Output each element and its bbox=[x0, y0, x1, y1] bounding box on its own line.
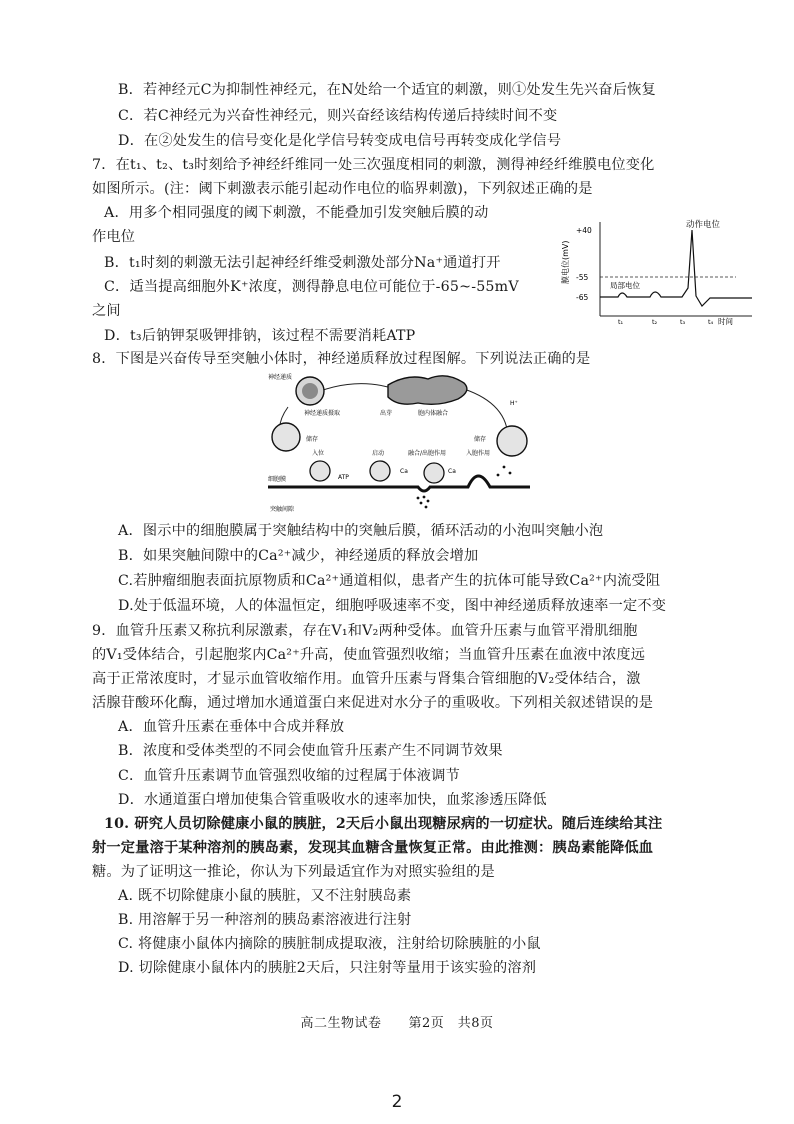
vesicle-storage-right bbox=[497, 426, 527, 456]
label-cleft: 突触间隙 bbox=[270, 506, 295, 513]
option-8a: A．图示中的细胞膜属于突触结构中的突触后膜，循环活动的小泡叫突触小泡 bbox=[118, 523, 604, 539]
released-transmitter bbox=[420, 502, 423, 505]
released-transmitter bbox=[423, 496, 426, 499]
question-7-stem-1: 7．在t₁、t₂、t₃时刻给予神经纤维同一处三次强度相同的刺激，测得神经纤维膜电位变化 bbox=[92, 157, 655, 173]
synaptic-vesicle-diagram bbox=[268, 369, 530, 515]
page-footer: 高二生物试卷 第2页 共8页 bbox=[300, 1016, 494, 1031]
local-potential-label: 局部电位 bbox=[610, 281, 640, 290]
released-transmitter bbox=[425, 506, 428, 509]
released-transmitter bbox=[427, 500, 430, 503]
label-endosome-fusion: 胞内体融合 bbox=[418, 410, 449, 417]
chart-xlabel: 时间 bbox=[718, 317, 733, 326]
potential-trace bbox=[600, 230, 752, 306]
option-10d: D. 切除健康小鼠体内的胰脏2天后，只注射等量用于该实验的溶剂 bbox=[118, 960, 537, 976]
vesicle-top-left-inner bbox=[302, 383, 318, 399]
option-8b: B．如果突触间隙中的Ca²⁺减少，神经递质的释放会增加 bbox=[118, 548, 479, 564]
option-6b: B．若神经元C为抑制性神经元，在N处给一个适宜的刺激，则①处发生先兴奋后恢复 bbox=[118, 82, 656, 98]
label-start: 启动 bbox=[372, 450, 385, 457]
page-number: 2 bbox=[391, 1092, 403, 1112]
option-6d: D．在②处发生的信号变化是化学信号转变成电信号再转变成化学信号 bbox=[118, 133, 562, 149]
chart-ytick-minus65: -65 bbox=[576, 293, 589, 302]
label-transmitter: 神经递质 bbox=[268, 374, 293, 381]
chart-xtick-t1: t₁ bbox=[618, 318, 624, 326]
option-7d: D．t₃后钠钾泵吸钾排钠，该过程不需要消耗ATP bbox=[104, 328, 416, 344]
vesicle-start bbox=[370, 461, 390, 481]
chart-xtick-t2: t₂ bbox=[652, 318, 658, 326]
option-9b: B．浓度和受体类型的不同会使血管升压素产生不同调节效果 bbox=[118, 743, 503, 759]
option-9a: A．血管升压素在垂体中合成并释放 bbox=[118, 719, 345, 735]
label-entry: 入位 bbox=[312, 450, 325, 457]
question-10-stem-2: 射一定量溶于某种溶剂的胰岛素，发现其血糖含量恢复正常。由此推测：胰岛素能降低血 bbox=[92, 840, 654, 856]
option-7b: B．t₁时刻的刺激无法引起神经纤维受刺激处部分Na⁺通道打开 bbox=[104, 255, 501, 271]
endosome bbox=[388, 376, 467, 405]
question-9-stem-1: 9．血管升压素又称抗利尿激素，存在V₁和V₂两种受体。血管升压素与血管平滑肌细胞 bbox=[92, 623, 638, 639]
label-h-plus: H⁺ bbox=[510, 400, 518, 407]
label-storage-right: 储存 bbox=[474, 436, 487, 443]
released-transmitter bbox=[503, 466, 506, 469]
released-transmitter bbox=[509, 472, 512, 475]
option-7c: C．适当提高细胞外K⁺浓度，测得静息电位可能位于-65~-55mV bbox=[104, 279, 519, 295]
label-endocytosis: 入胞作用 bbox=[466, 450, 491, 457]
vesicle-fusion bbox=[424, 463, 444, 483]
question-8-stem: 8．下图是兴奋传导至突触小体时，神经递质释放过程图解。下列说法正确的是 bbox=[92, 351, 591, 367]
question-7-stem-2: 如图所示。(注：阈下刺激表示能引起动作电位的临界刺激)，下列叙述正确的是 bbox=[92, 181, 593, 197]
option-8d: D.处于低温环境，人的体温恒定，细胞呼吸速率不变，图中神经递质释放速率一定不变 bbox=[118, 598, 667, 614]
question-10-stem-1: 10. 研究人员切除健康小鼠的胰脏，2天后小鼠出现糖尿病的一切症状。随后连续给其注 bbox=[104, 816, 663, 832]
option-10c: C. 将健康小鼠体内摘除的胰脏制成提取液，注射给切除胰脏的小鼠 bbox=[118, 936, 541, 952]
cell-membrane bbox=[268, 476, 530, 491]
option-6c: C．若C神经元为兴奋性神经元，则兴奋经该结构传递后持续时间不变 bbox=[118, 108, 558, 124]
label-ca-right: Ca bbox=[448, 468, 456, 475]
label-uptake: 神经递质摄取 bbox=[304, 410, 341, 417]
label-membrane: 细胞膜 bbox=[268, 476, 287, 483]
option-7a-cont: 作电位 bbox=[92, 229, 136, 245]
membrane-potential-chart bbox=[556, 218, 780, 330]
option-8c: C.若肿瘤细胞表面抗原物质和Ca²⁺通道相似，患者产生的抗体可能导致Ca²⁺内流受阻 bbox=[118, 573, 661, 589]
option-9d: D．水通道蛋白增加使集合管重吸收水的速率加快，血浆渗透压降低 bbox=[118, 792, 547, 808]
chart-title: 动作电位 bbox=[686, 220, 721, 230]
released-transmitter bbox=[417, 497, 420, 500]
option-9c: C．血管升压素调节血管强烈收缩的过程属于体液调节 bbox=[118, 768, 460, 784]
chart-ytick-plus40: +40 bbox=[576, 226, 592, 235]
label-storage-left: 储存 bbox=[306, 436, 319, 443]
chart-xtick-t4: t₄ bbox=[708, 318, 714, 326]
question-9-stem-3: 高于正常浓度时，才显示血管收缩作用。血管升压素与肾集合管细胞的V₂受体结合，激 bbox=[92, 671, 641, 687]
label-fusion-exocytosis: 融合/出胞作用 bbox=[408, 450, 447, 457]
question-10-stem-3: 糖。为了证明这一推论，你认为下列最适宜作为对照实验组的是 bbox=[92, 864, 495, 880]
chart-ytick-minus55: -55 bbox=[576, 273, 589, 282]
vesicle-entry bbox=[310, 461, 330, 481]
question-9-stem-2: 的V₁受体结合，引起胞浆内Ca²⁺升高，使血管强烈收缩；当血管升压素在血液中浓度远 bbox=[92, 647, 646, 663]
option-7a: A．用多个相同强度的阈下刺激，不能叠加引发突触后膜的动 bbox=[104, 205, 489, 221]
label-ca-left: Ca bbox=[400, 468, 408, 475]
label-atp: ATP bbox=[338, 474, 349, 481]
chart-xtick-t3: t₃ bbox=[680, 318, 686, 326]
question-9-stem-4: 活腺苷酸环化酶，通过增加水通道蛋白来促进对水分子的重吸收。下列相关叙述错误的是 bbox=[92, 695, 654, 711]
label-budding: 出芽 bbox=[380, 410, 393, 417]
chart-ylabel: 膜电位(mV) bbox=[561, 240, 570, 284]
vesicle-storage-left bbox=[272, 423, 300, 451]
option-10b: B. 用溶解于另一种溶剂的胰岛素溶液进行注射 bbox=[118, 912, 412, 928]
option-10a: A. 既不切除健康小鼠的胰脏，又不注射胰岛素 bbox=[118, 888, 412, 904]
released-transmitter bbox=[497, 474, 500, 477]
option-7c-cont: 之间 bbox=[92, 303, 121, 319]
